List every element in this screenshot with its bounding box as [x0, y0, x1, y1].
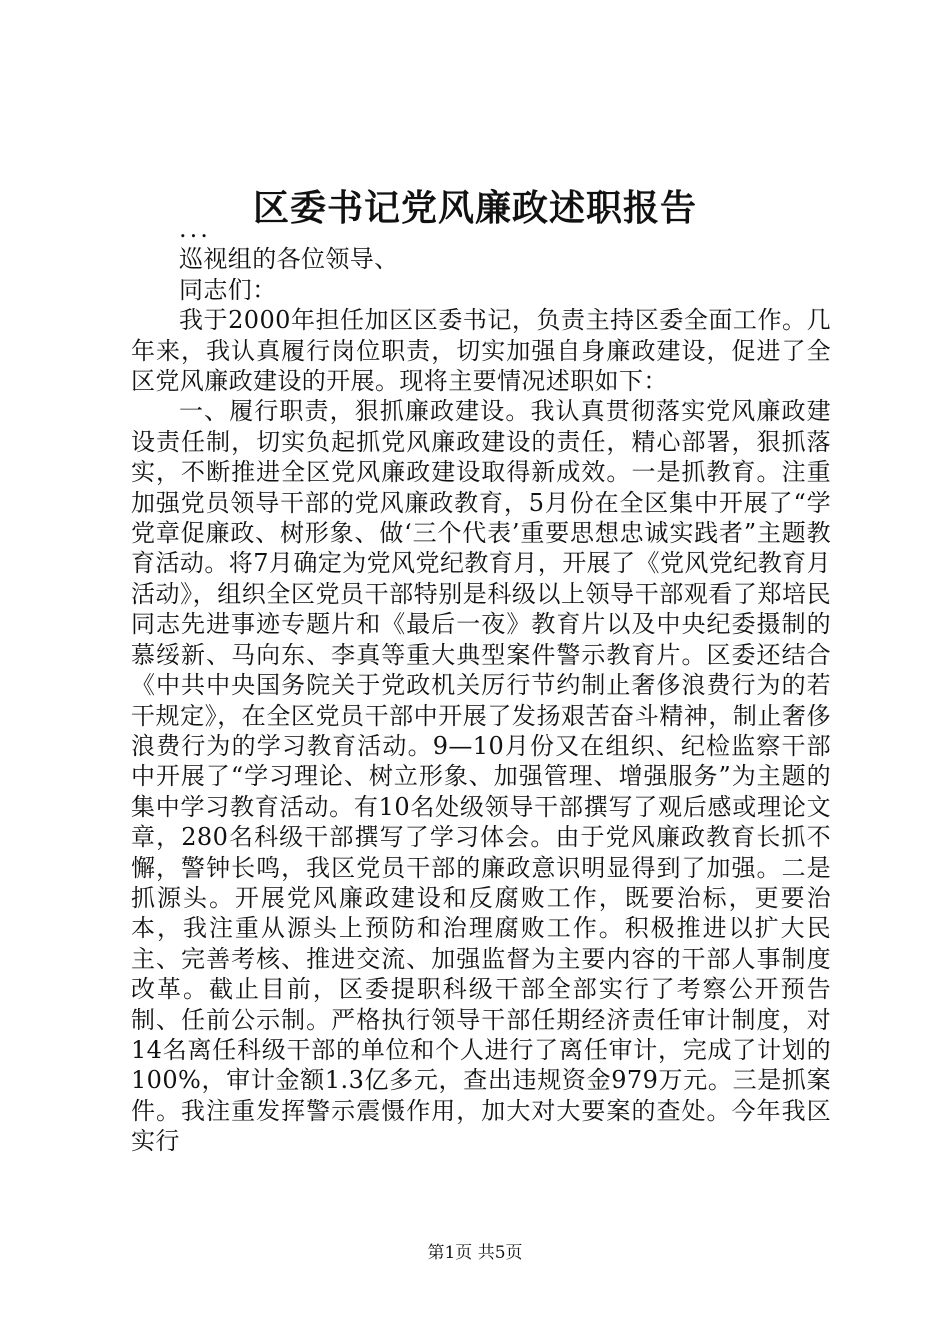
document-title: 区委书记党风廉政述职报告 [252, 187, 697, 229]
salutation-line-1: 巡视组的各位领导、 [179, 245, 399, 274]
intro-paragraph: 我于2000年担任加区区委书记，负责主持区委全面工作。几年来，我认真履行岗位职责，切实加强自身廉政建设，促进了全区党风廉政建设的开展。现将主要情况述职如下： [131, 306, 831, 396]
document-body [131, 214, 831, 1157]
page-number: 第1页 共5页 [427, 1243, 523, 1263]
salutation-line-2: 同志们： [179, 275, 277, 304]
ellipsis-line: ... [179, 215, 211, 243]
section-one-paragraph: 一、履行职责，狠抓廉政建设。我认真贯彻落实党风廉政建设责任制，切实负起抓党风廉政建设的责任，精心部署，狠抓落实，不断推进全区党风廉政建设取得新成效。一是抓教育。注重加强党员领导干部的党风廉政教育，5月份在全区集中开展了“学党章促廉政、树形象、做‘三个代表’重要思想忠诚实践者”主题教育活动。将7月确定为党风党纪教育月，开展了《党风党纪教育月活动》，组织全区党员干部特别是科级以上领导干部观看了郑培民同志先进事迹专题片和《最后一夜》教育片以及中央纪委摄制的慕绥新、马向东、李真等重大典型案件警示教育片。区委还结合《中共中央国务院关于党政机关厉行节约制止奢侈浪费行为的若干规定》，在全区党员干部中开展了发扬艰苦奋斗精神，制止奢侈浪费行为的学习教育活动。9—10月份又在组织、纪检监察干部中开展了“学习理论、树立形象、加强管理、增强服务”为主题的集中学习教育活动。有10名处级领导干部撰写了观后感或理论文章，280名科级干部撰写了学习体会。由于党风廉政教育长抓不懈，警钟长鸣，我区党员干部的廉政意识明显得到了加强。二是抓源头。开展党风廉政建设和反腐败工作，既要治标，更要治本，我注重从源头上预防和治理腐败工作。积极推进以扩大民主、完善考核、推进交流、加强监督为主要内容的干部人事制度改革。截止目前，区委提职科级干部全部实行了考察公开预告制、任前公示制。严格执行领导干部任期经济责任审计制度，对14名离任科级干部的单位和个人进行了离任审计，完成了计划的100%，审计金额1.3亿多元，查出违规资金979万元。三是抓案件。我注重发挥警示震慑作用，加大对大要案的查处。今年我区实行 [131, 397, 831, 1156]
